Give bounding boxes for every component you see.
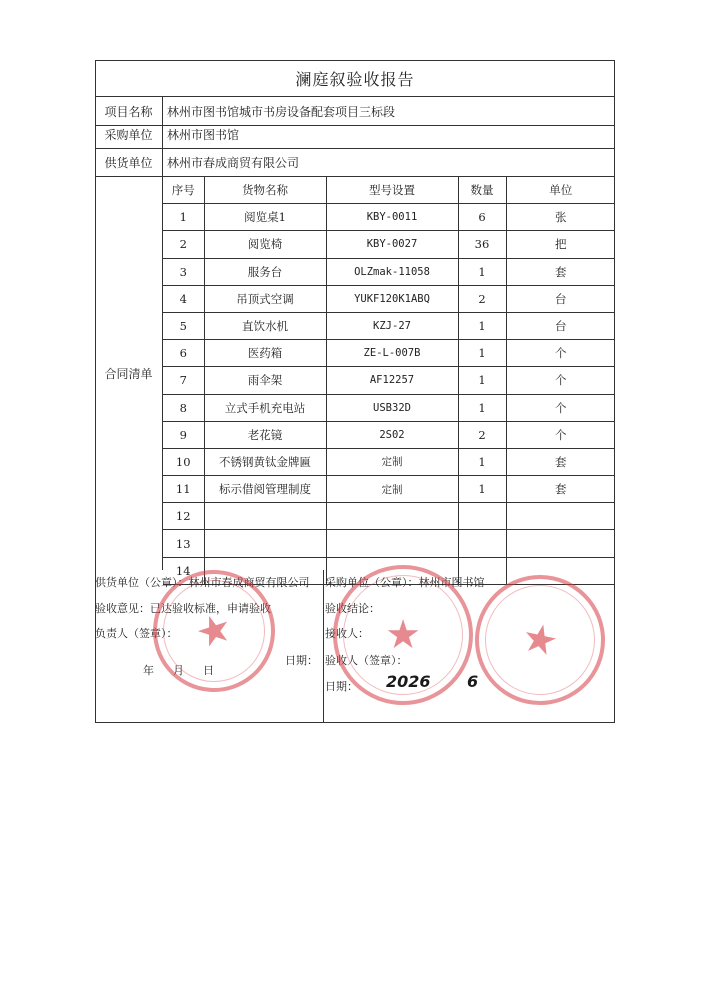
- cell-unit: 个: [506, 340, 615, 367]
- cell-model: 定制: [326, 448, 458, 475]
- date-month-label: 月: [173, 664, 184, 677]
- cell-model: 定制: [326, 476, 458, 503]
- cell-unit: [506, 530, 615, 557]
- cell-index: 5: [163, 312, 204, 339]
- cell-item-name: 立式手机充电站: [204, 394, 326, 421]
- cell-qty: 36: [458, 231, 506, 258]
- cell-qty: 2: [458, 285, 506, 312]
- cell-model: ZE-L-007B: [326, 340, 458, 367]
- cell-model: USB32D: [326, 394, 458, 421]
- cell-qty: 1: [458, 448, 506, 475]
- table-row: [163, 476, 615, 503]
- cell-unit: 套: [506, 476, 615, 503]
- supplier-value: 林州市春成商贸有限公司: [167, 156, 300, 170]
- cell-index: 7: [163, 367, 204, 394]
- cell-qty: 2: [458, 421, 506, 448]
- cell-item-name: 老花镜: [204, 421, 326, 448]
- cell-qty: 1: [458, 476, 506, 503]
- cell-index: 10: [163, 448, 204, 475]
- handwritten-date-day: 6: [467, 672, 479, 691]
- col-header-qty: 数量: [458, 177, 506, 204]
- buyer-value: 林州市图书馆: [167, 128, 240, 142]
- seal-star-icon: ★: [385, 612, 421, 658]
- table-header-row: [163, 177, 615, 204]
- col-header-name: 货物名称: [204, 177, 326, 204]
- table-row: [163, 448, 615, 475]
- cell-index: 6: [163, 340, 204, 367]
- cell-model: YUKF120K1ABQ: [326, 285, 458, 312]
- table-row: [163, 530, 615, 557]
- cell-qty: 1: [458, 258, 506, 285]
- table-row: [163, 285, 615, 312]
- cell-qty: [458, 503, 506, 530]
- cell-index: 11: [163, 476, 204, 503]
- cell-qty: [458, 530, 506, 557]
- cell-index: 14: [163, 557, 204, 584]
- cell-index: 1: [163, 204, 204, 231]
- cell-item-name: [204, 503, 326, 530]
- cell-unit: 台: [506, 285, 615, 312]
- table-row: [163, 204, 615, 231]
- table-row: [163, 340, 615, 367]
- cell-index: 8: [163, 394, 204, 421]
- cell-index: 13: [163, 530, 204, 557]
- responsible-person: 负责人（签章）：: [95, 627, 178, 640]
- cell-unit: 个: [506, 367, 615, 394]
- date-year-label: 年: [143, 664, 154, 677]
- acceptance-opinion: 验收意见：已达验收标准，申请验收: [95, 602, 271, 615]
- cell-qty: 1: [458, 340, 506, 367]
- table-row: [163, 394, 615, 421]
- cell-index: 12: [163, 503, 204, 530]
- table-row: [163, 421, 615, 448]
- date-label-mid: 日期：: [285, 654, 318, 667]
- cell-item-name: 阅览椅: [204, 231, 326, 258]
- table-row: [163, 367, 615, 394]
- table-row: [163, 503, 615, 530]
- date-right-label: 日期：: [325, 680, 358, 693]
- cell-unit: 把: [506, 231, 615, 258]
- contract-list-label: 合同清单: [95, 177, 163, 570]
- seal-star-icon: ★: [189, 603, 239, 659]
- cell-index: 9: [163, 421, 204, 448]
- cell-model: [326, 530, 458, 557]
- cell-unit: 个: [506, 421, 615, 448]
- acceptance-conclusion: 验收结论：: [325, 602, 380, 615]
- cell-index: 4: [163, 285, 204, 312]
- handwritten-date-year: 2026: [386, 672, 431, 691]
- cell-model: [326, 503, 458, 530]
- cell-unit: 台: [506, 312, 615, 339]
- cell-model: KBY-0011: [326, 204, 458, 231]
- cell-item-name: 阅览桌1: [204, 204, 326, 231]
- supplier-row: [95, 149, 615, 177]
- buyer-row: [95, 121, 615, 149]
- contract-items-table: [163, 177, 615, 585]
- buyer-seal-line: 采购单位（公章）：林州市图书馆: [325, 576, 485, 589]
- cell-item-name: 雨伞架: [204, 367, 326, 394]
- table-body: [163, 204, 615, 585]
- cell-item-name: [204, 530, 326, 557]
- project-value: 林州市图书馆城市书房设备配套项目三标段: [167, 104, 396, 119]
- table-row: [163, 312, 615, 339]
- cell-item-name: 服务台: [204, 258, 326, 285]
- cell-unit: 张: [506, 204, 615, 231]
- date-day-label: 日: [203, 664, 214, 677]
- cell-qty: 6: [458, 204, 506, 231]
- cell-qty: 1: [458, 367, 506, 394]
- col-header-unit: 单位: [506, 177, 615, 204]
- cell-model: 2S02: [326, 421, 458, 448]
- project-label: 项目名称: [95, 97, 163, 125]
- buyer-signoff: [323, 570, 615, 723]
- cell-model: AF12257: [326, 367, 458, 394]
- table-row: [163, 258, 615, 285]
- cell-unit: 套: [506, 448, 615, 475]
- col-header-model: 型号设置: [326, 177, 458, 204]
- cell-item-name: 直饮水机: [204, 312, 326, 339]
- receiver-line: 接收人：: [325, 627, 369, 640]
- supplier-seal-line: 供货单位（公章）：林州市春成商贸有限公司: [95, 576, 310, 589]
- cell-model: KZJ-27: [326, 312, 458, 339]
- supplier-label: 供货单位: [95, 149, 163, 176]
- cell-model: OLZmak-11058: [326, 258, 458, 285]
- buyer-label: 采购单位: [95, 121, 163, 148]
- cell-item-name: 不锈钢黄钛金牌匾: [204, 448, 326, 475]
- table-row: [163, 231, 615, 258]
- seal-star-icon: ★: [517, 613, 563, 667]
- cell-item-name: 标示借阅管理制度: [204, 476, 326, 503]
- inspector-line: 验收人（签章）：: [325, 654, 408, 667]
- cell-qty: 1: [458, 312, 506, 339]
- supplier-signoff: [95, 570, 323, 723]
- cell-item-name: 吊顶式空调: [204, 285, 326, 312]
- cell-unit: 个: [506, 394, 615, 421]
- cell-item-name: 医药箱: [204, 340, 326, 367]
- cell-model: KBY-0027: [326, 231, 458, 258]
- col-header-index: 序号: [163, 177, 204, 204]
- cell-qty: 1: [458, 394, 506, 421]
- cell-unit: 套: [506, 258, 615, 285]
- cell-index: 3: [163, 258, 204, 285]
- cell-index: 2: [163, 231, 204, 258]
- report-title: 澜庭叙验收报告: [95, 60, 615, 97]
- cell-unit: [506, 503, 615, 530]
